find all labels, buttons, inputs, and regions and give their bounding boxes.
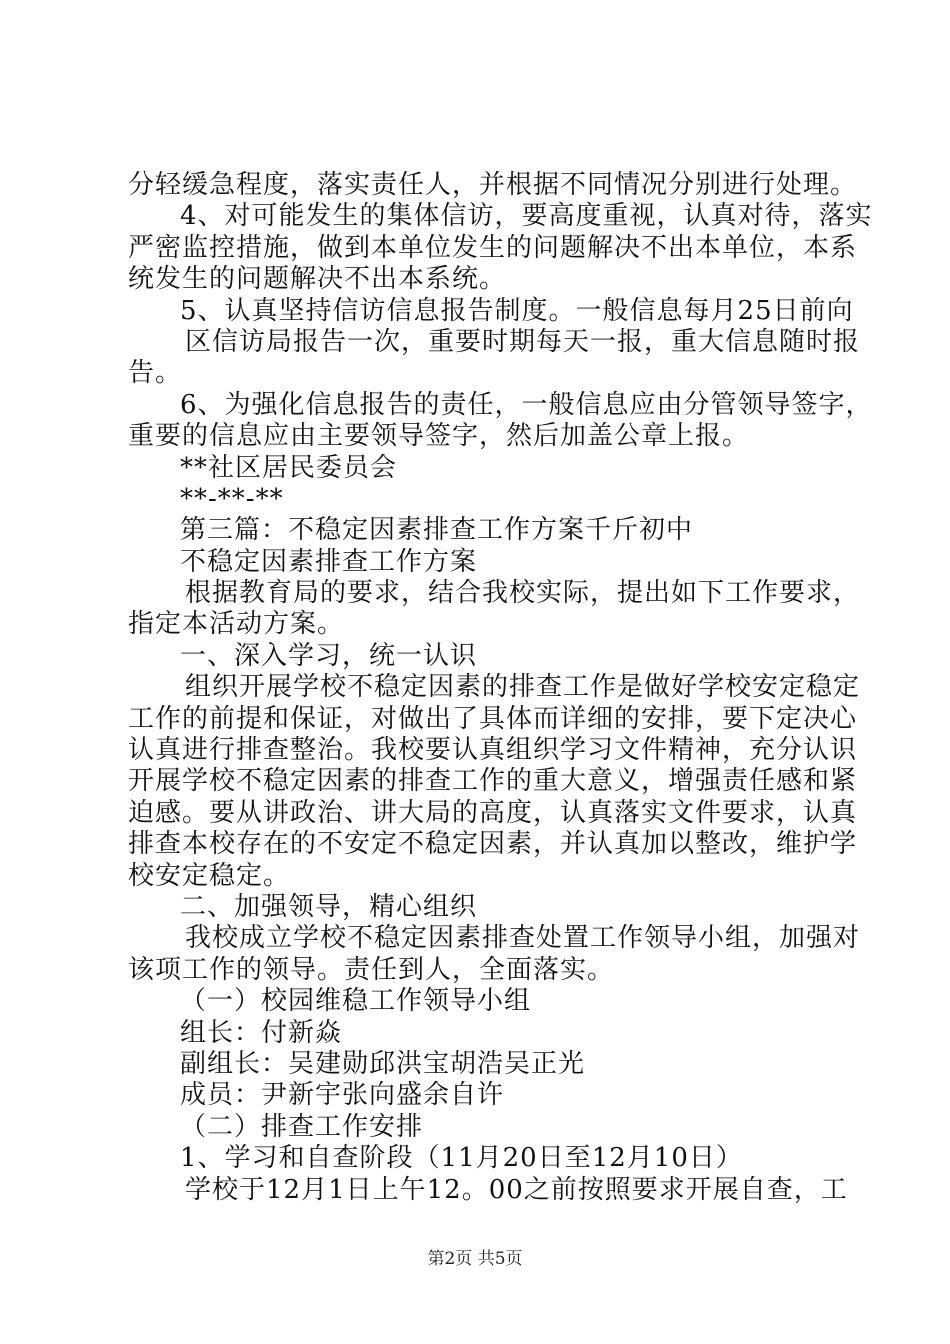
signature-date: **-**-**: [180, 483, 284, 514]
text-line: 排查本校存在的不安定不稳定因素，并认真加以整改，维护学: [128, 829, 858, 860]
text-line: 重要的信息应由主要领导签字，然后加盖公章上报。: [128, 421, 750, 452]
text-line: 我校成立学校不稳定因素排查处置工作领导小组，加强对: [185, 923, 861, 954]
text-line: 区信访局报告一次，重要时期每天一报，重大信息随时报: [185, 326, 861, 357]
text-line: 成员：尹新宇张向盛余自许: [180, 1080, 505, 1111]
text-line: 迫感。要从讲政治、讲大局的高度，认真落实文件要求，认真: [128, 797, 858, 828]
text-line: 该项工作的领导。责任到人，全面落实。: [128, 954, 615, 985]
text-line: 指定本活动方案。: [128, 609, 345, 640]
subheading: 二、加强领导，精心组织: [180, 891, 478, 922]
text-line: 严密监控措施，做到本单位发生的问题解决不出本单位，本系: [128, 232, 858, 263]
subheading: （二）排查工作安排: [180, 1111, 424, 1142]
text-line: 告。: [128, 358, 183, 389]
text-line: 根据教育局的要求，结合我校实际，提出如下工作要求，: [185, 578, 861, 609]
text-line: 组长：付新焱: [180, 1017, 343, 1048]
document-title: 不稳定因素排查工作方案: [180, 546, 478, 577]
text-line: 校安定稳定。: [128, 860, 291, 891]
text-line: 开展学校不稳定因素的排查工作的重大意义，增强责任感和紧: [128, 766, 858, 797]
text-line: 4、对可能发生的集体信访，要高度重视，认真对待，落实: [180, 201, 873, 232]
signature-org: **社区居民委员会: [180, 452, 398, 483]
page-number: 第2页 共5页: [427, 1249, 523, 1269]
text-line: 组织开展学校不稳定因素的排查工作是做好学校安定稳定: [185, 672, 861, 703]
text-line: 1、学习和自查阶段（11月20日至12月10日）: [180, 1143, 743, 1174]
text-line: 副组长：吴建勋邱洪宝胡浩吴正光: [180, 1048, 586, 1079]
text-line: 认真进行排查整治。我校要认真组织学习文件精神，充分认识: [128, 735, 858, 766]
subheading: （一）校园维稳工作领导小组: [180, 986, 532, 1017]
text-line: 5、认真坚持信访信息报告制度。一般信息每月25日前向: [180, 295, 854, 326]
text-line: 工作的前提和保证，对做出了具体而详细的安排，要下定决心: [128, 703, 858, 734]
subheading: 一、深入学习，统一认识: [180, 640, 478, 671]
text-line: 分轻缓急程度，落实责任人，并根据不同情况分别进行处理。: [128, 170, 858, 200]
document-body: [128, 170, 873, 1206]
section-heading: 第三篇：不稳定因素排查工作方案千斤初中: [180, 515, 694, 546]
text-line: 6、为强化信息报告的责任，一般信息应由分管领导签字，: [180, 389, 873, 420]
text-line: 学校于12月1日上午12。00之前按照要求开展自查，工: [185, 1174, 848, 1205]
text-line: 统发生的问题解决不出本系统。: [128, 264, 507, 295]
